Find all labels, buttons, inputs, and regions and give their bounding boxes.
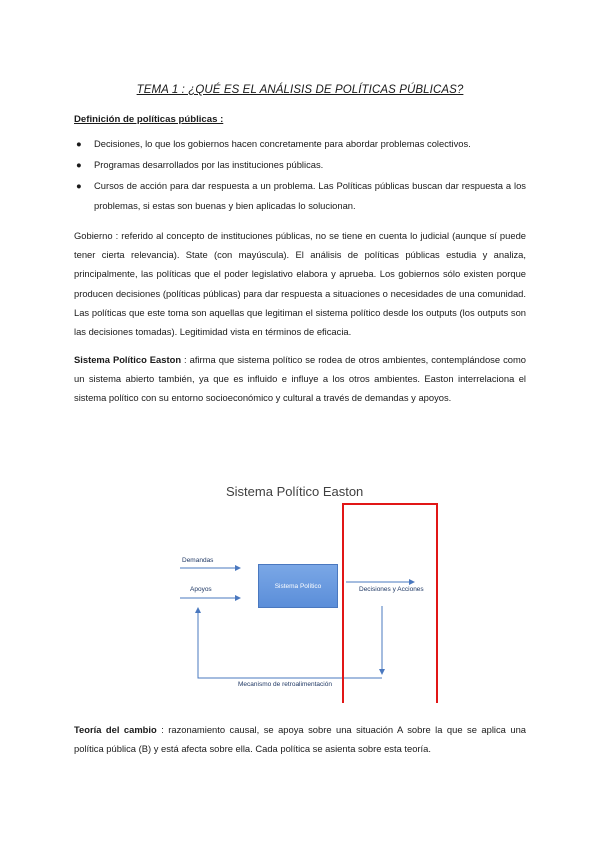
paragraph-teoria: Teoría del cambio : razonamiento causal, se apoya sobre una situación A sobre la que se aplica una política pública (B) y está afecta sobre ella. Cada política se asienta sobre esta teoría. xyxy=(74,724,526,755)
paragraph-easton: Sistema Político Easton : afirma que sistema político se rodea de otros ambientes, contemplándose como un sistema abierto también, ya que es influido e influye a los otros ambientes. Easton interrelaciona el sistema político con su entorno socioeconómico y cultural a través de demandas y apoyos. xyxy=(74,354,526,404)
list-item: ● Programas desarrollados por las instituciones públicas. xyxy=(74,155,526,174)
section-heading-definicion: Definición de políticas públicas : xyxy=(74,114,224,125)
definition-list xyxy=(74,134,526,217)
bullet-icon: ● xyxy=(76,138,82,149)
bullet-icon: ● xyxy=(76,159,82,171)
sistema-politico-box: Sistema Político xyxy=(258,564,338,608)
paragraph-gobierno: Gobierno : referido al concepto de instituciones públicas, no se tiene en cuenta lo judicial (aunque sí puede tener cierta relevancia). State (con mayúscula). El análisis de políticas públicas estudia y analiza, principalmente, las políticas que el poder legislativo elabora y aprueba. Los gobiernos sólo existen porque producen decisiones (políticas públicas) para dar respuesta a situaciones o necesidades de una comunidad. Las políticas que este toma son aquellas que legitiman el sistema político desde los outputs (los outputs son las decisiones tomadas). Legitimidad vista en términos de eficacia. xyxy=(74,230,526,338)
list-item: ● Decisiones, lo que los gobiernos hacen concretamente para abordar problemas colectivos. xyxy=(74,134,526,153)
term-easton: Sistema Político Easton xyxy=(74,354,182,365)
list-item: ● Cursos de acción para dar respuesta a un problema. Las Políticas públicas buscan dar respuesta a los problemas, si estas son buenas y bien aplicadas lo solucionan. xyxy=(74,176,526,214)
demandas-label: Demandas xyxy=(182,557,214,564)
output-label: Decisiones y Acciones xyxy=(359,586,424,593)
easton-diagram xyxy=(176,482,438,700)
bullet-icon: ● xyxy=(76,180,82,192)
apoyos-label: Apoyos xyxy=(190,586,212,593)
term-teoria: Teoría del cambio xyxy=(74,724,157,735)
page-title: TEMA 1 : ¿QUÉ ES EL ANÁLISIS DE POLÍTICAS PÚBLICAS? xyxy=(136,84,464,96)
feedback-label: Mecanismo de retroalimentación xyxy=(238,681,332,688)
diagram-title: Sistema Político Easton xyxy=(226,484,364,499)
highlight-rectangle xyxy=(342,503,438,703)
